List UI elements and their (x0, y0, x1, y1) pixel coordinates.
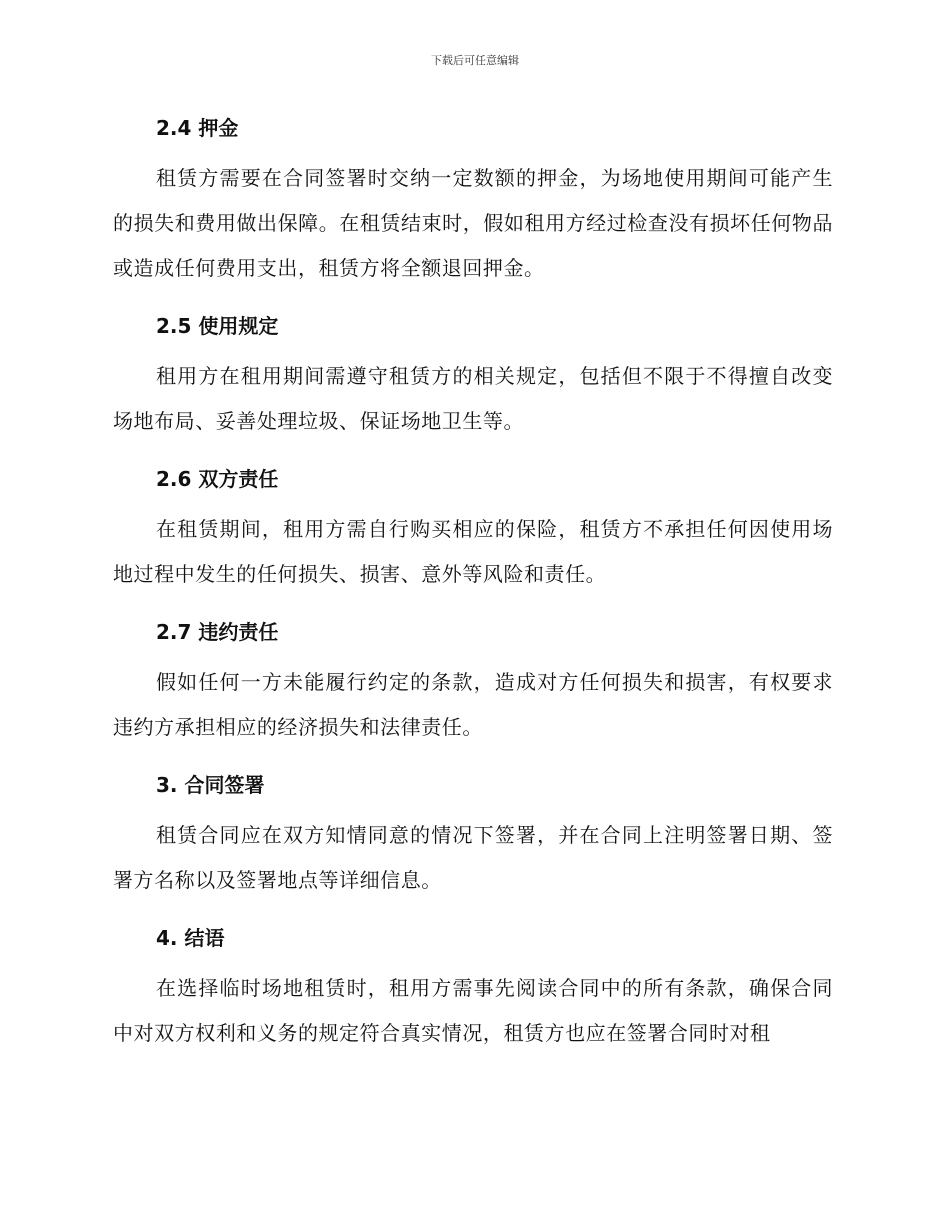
section-paragraph: 租赁合同应在双方知情同意的情况下签署，并在合同上注明签署日期、签署方名称以及签署地点等详细信息。 (113, 823, 833, 892)
section-paragraph: 在选择临时场地租赁时，租用方需事先阅读合同中的所有条款，确保合同中对双方权利和义务的规定符合真实情况，租赁方也应在签署合同时对租 (113, 976, 833, 1045)
page-header: 下载后可任意编辑 (431, 54, 519, 67)
section-paragraph: 假如任何一方未能履行约定的条款，造成对方任何损失和损害，有权要求违约方承担相应的经济损失和法律责任。 (113, 670, 833, 739)
section-contract-signing (113, 767, 833, 903)
section-mutual-responsibility (113, 461, 833, 597)
section-paragraph: 租用方在租用期间需遵守租赁方的相关规定，包括但不限于不得擅自改变场地布局、妥善处理垃圾、保证场地卫生等。 (113, 364, 833, 433)
section-heading: 2.6 双方责任 (156, 467, 279, 491)
section-heading: 4. 结语 (156, 926, 225, 950)
section-usage-rules (113, 308, 833, 444)
section-heading: 2.4 押金 (156, 116, 239, 140)
section-paragraph: 在租赁期间，租用方需自行购买相应的保险，租赁方不承担任何因使用场地过程中发生的任何损失、损害、意外等风险和责任。 (113, 517, 833, 586)
section-heading: 2.7 违约责任 (156, 620, 279, 644)
section-conclusion (113, 920, 833, 1056)
document-body (113, 110, 833, 1073)
section-breach-liability (113, 614, 833, 750)
section-heading: 3. 合同签署 (156, 773, 265, 797)
section-deposit (113, 110, 833, 291)
section-heading: 2.5 使用规定 (156, 314, 279, 338)
section-paragraph: 租赁方需要在合同签署时交纳一定数额的押金，为场地使用期间可能产生的损失和费用做出保障。在租赁结束时，假如租用方经过检查没有损坏任何物品或造成任何费用支出，租赁方将全额退回押金。 (113, 166, 833, 280)
